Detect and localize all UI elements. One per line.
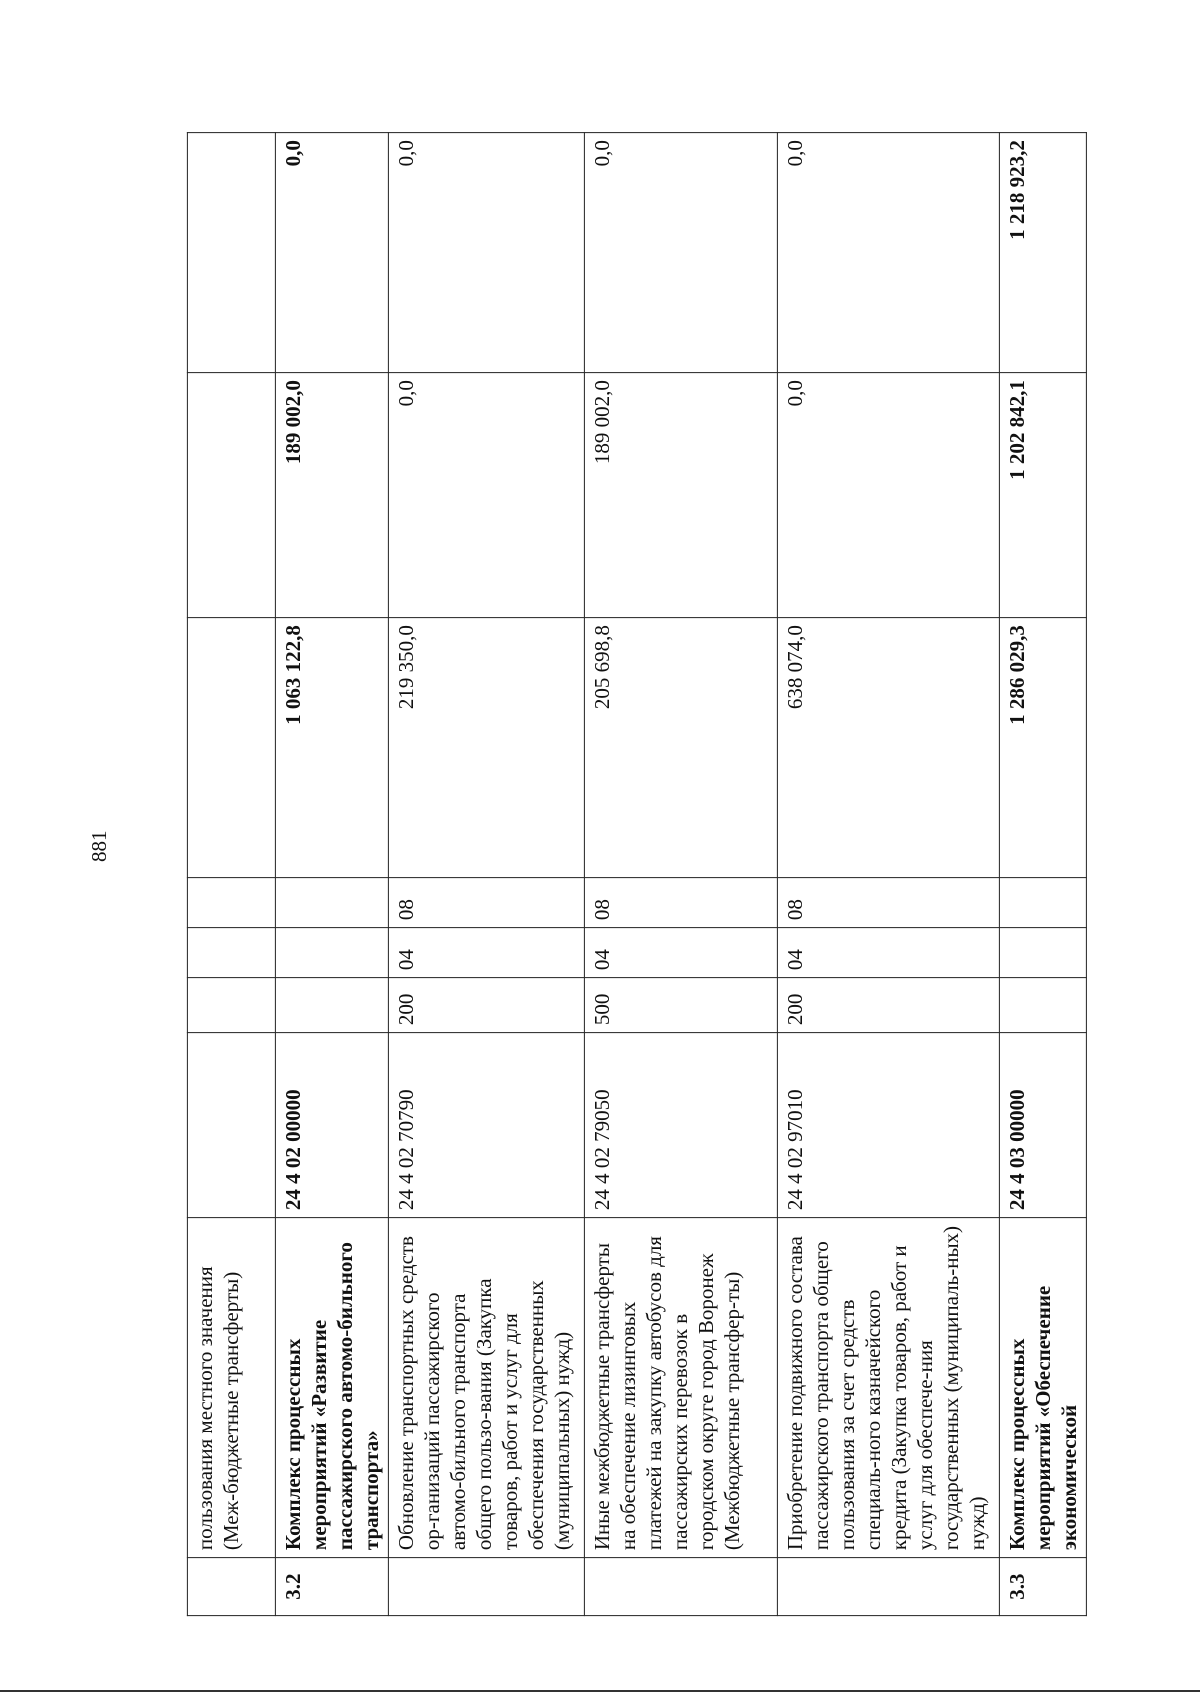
- row-code: 24 4 02 79050: [584, 1032, 777, 1217]
- row-code: 24 4 02 70790: [388, 1032, 584, 1217]
- table-row: [187, 132, 275, 1615]
- row-number: [388, 1557, 584, 1615]
- row-number: 3.2: [275, 1557, 388, 1615]
- row-amount-year1: 1 286 029,3: [999, 617, 1086, 877]
- row-code: 24 4 03 00000: [999, 1032, 1086, 1217]
- page-number: 881: [87, 830, 111, 862]
- row-amount-year2: [187, 372, 275, 617]
- row-name: Комплекс процессных мероприятий «Обеспечение экономической: [999, 1217, 1086, 1557]
- row-amount-year3: [187, 132, 275, 372]
- row-amount-year3: 0,0: [584, 132, 777, 372]
- row-pr: [999, 877, 1086, 927]
- row-number: [584, 1557, 777, 1615]
- row-amount-year1: 205 698,8: [584, 617, 777, 877]
- row-grbs: [999, 977, 1086, 1032]
- row-grbs: 500: [584, 977, 777, 1032]
- row-grbs: 200: [777, 977, 999, 1032]
- row-number: [187, 1557, 275, 1615]
- row-amount-year2: 189 002,0: [275, 372, 388, 617]
- row-amount-year3: 1 218 923,2: [999, 132, 1086, 372]
- row-amount-year1: [187, 617, 275, 877]
- row-grbs: 200: [388, 977, 584, 1032]
- row-name: Иные межбюджетные трансферты на обеспечение лизинговых платежей на закупку автобусов для пассажирских перевозок в городском округе город Воронеж (Межбюджетные трансфер-ты): [584, 1217, 777, 1557]
- row-code: 24 4 02 97010: [777, 1032, 999, 1217]
- table-row: [388, 132, 584, 1615]
- table-row: [999, 132, 1086, 1615]
- row-amount-year3: 0,0: [777, 132, 999, 372]
- row-amount-year2: 0,0: [388, 372, 584, 617]
- row-rz: 04: [777, 927, 999, 977]
- table-row: [275, 132, 388, 1615]
- row-amount-year2: 1 202 842,1: [999, 372, 1086, 617]
- row-pr: 08: [777, 877, 999, 927]
- row-amount-year2: 0,0: [777, 372, 999, 617]
- row-code: [187, 1032, 275, 1217]
- row-grbs: [187, 977, 275, 1032]
- row-name: Приобретение подвижного состава пассажирского транспорта общего пользования за счет средств специаль-ного казначейского кредита (Закупка товаров, работ и услуг для обеспече-ния государственных (муниципаль-ных) нужд): [777, 1217, 999, 1557]
- table-row: [584, 132, 777, 1615]
- row-rz: [999, 927, 1086, 977]
- row-amount-year1: 1 063 122,8: [275, 617, 388, 877]
- budget-table-container: [192, 112, 1081, 1600]
- row-pr: [275, 877, 388, 927]
- row-name: Комплекс процессных мероприятий «Развитие пассажирского автомо-бильного транспорта»: [275, 1217, 388, 1557]
- row-code: 24 4 02 00000: [275, 1032, 388, 1217]
- row-amount-year1: 638 074,0: [777, 617, 999, 877]
- row-pr: 08: [584, 877, 777, 927]
- row-grbs: [275, 977, 388, 1032]
- row-name: пользования местного значения (Меж-бюджетные трансферты): [187, 1217, 275, 1557]
- row-amount-year2: 189 002,0: [584, 372, 777, 617]
- row-rz: [275, 927, 388, 977]
- row-rz: 04: [388, 927, 584, 977]
- row-number: 3.3: [999, 1557, 1086, 1615]
- row-name: Обновление транспортных средств ор-ганизаций пассажирского автомо-бильного транспорта общего пользо-вания (Закупка товаров, работ и услуг для обеспечения государственных (муниципальных) нужд): [388, 1217, 584, 1557]
- row-amount-year1: 219 350,0: [388, 617, 584, 877]
- row-number: [777, 1557, 999, 1615]
- row-pr: 08: [388, 877, 584, 927]
- row-rz: [187, 927, 275, 977]
- row-amount-year3: 0,0: [275, 132, 388, 372]
- row-amount-year3: 0,0: [388, 132, 584, 372]
- row-pr: [187, 877, 275, 927]
- budget-table: [186, 132, 1086, 1616]
- table-row: [777, 132, 999, 1615]
- row-rz: 04: [584, 927, 777, 977]
